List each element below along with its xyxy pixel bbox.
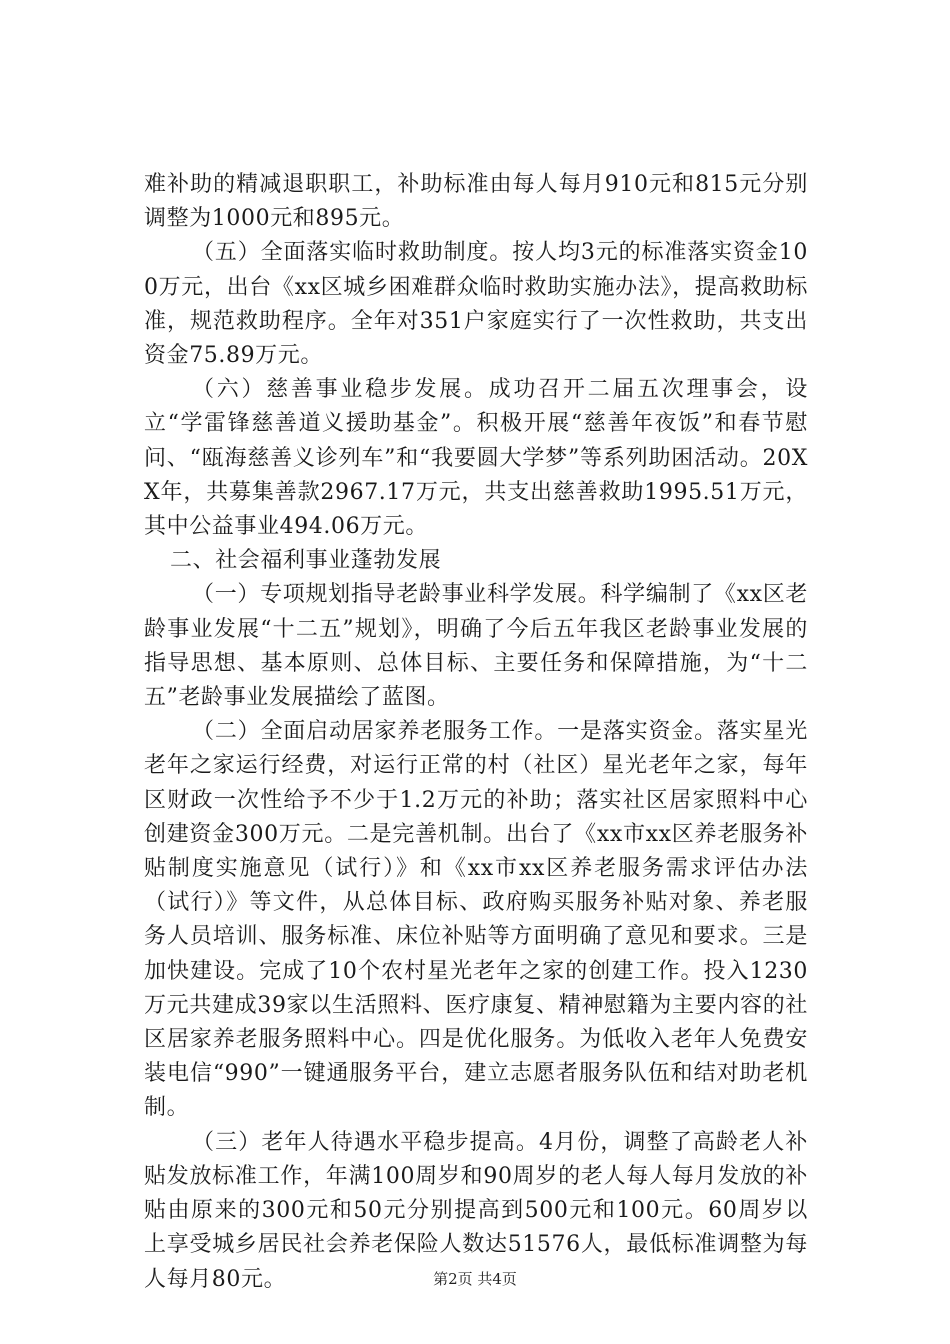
page-number-footer: 第2页 共4页 [433,1270,517,1288]
paragraph-section-2-item-1: （一）专项规划指导老龄事业科学发展。科学编制了《xx区老龄事业发展“十二五”规划》，明确了今后五年我区老龄事业发展的指导思想、基本原则、总体目标、主要任务和保障措施，为“十二五”老龄事业发展描绘了蓝图。 [144,582,808,711]
paragraph-section-2-item-3: （三）老年人待遇水平稳步提高。4月份，调整了高龄老人补贴发放标准工作，年满100周岁和90周岁的老人每人每月发放的补贴由原来的300元和50元分别提高到500元和100元。60周岁以上享受城乡居民社会养老保险人数达51576人，最低标准调整为每人每月80元。 [144,1129,808,1292]
paragraph-intro-continuation: 难补助的精减退职职工，补助标准由每人每月910元和815元分别调整为1000元和895元。 [144,172,808,232]
paragraph-item-6: （六）慈善事业稳步发展。成功召开二届五次理事会，设立“学雷锋慈善道义援助基金”。积极开展“慈善年夜饭”和春节慰问、“瓯海慈善义诊列车”和“我要圆大学梦”等系列助困活动。20XX年，共募集善款2967.17万元，共支出慈善救助1995.51万元，其中公益事业494.06万元。 [144,377,808,540]
section-heading: 二、社会福利事业蓬勃发展 [170,548,442,574]
paragraph-section-2-item-2: （二）全面启动居家养老服务工作。一是落实资金。落实星光老年之家运行经费，对运行正常的村（社区）星光老年之家，每年区财政一次性给予不少于1.2万元的补助；落实社区居家照料中心创建资金300万元。二是完善机制。出台了《xx市xx区养老服务补贴制度实施意见（试行）》和《xx市xx区养老服务需求评估办法（试行）》等文件，从总体目标、政府购买服务补贴对象、养老服务人员培训、服务标准、床位补贴等方面明确了意见和要求。三是加快建设。完成了10个农村星光老年之家的创建工作。投入1230万元共建成39家以生活照料、医疗康复、精神慰籍为主要内容的社区居家养老服务照料中心。四是优化服务。为低收入老年人免费安装电信“990”一键通服务平台，建立志愿者服务队伍和结对助老机制。 [144,719,808,1121]
paragraph-item-5: （五）全面落实临时救助制度。按人均3元的标准落实资金100万元，出台《xx区城乡困难群众临时救助实施办法》，提高救助标准，规范救助程序。全年对351户家庭实行了一次性救助，共支出资金75.89万元。 [144,240,808,369]
document-body [144,168,808,1297]
